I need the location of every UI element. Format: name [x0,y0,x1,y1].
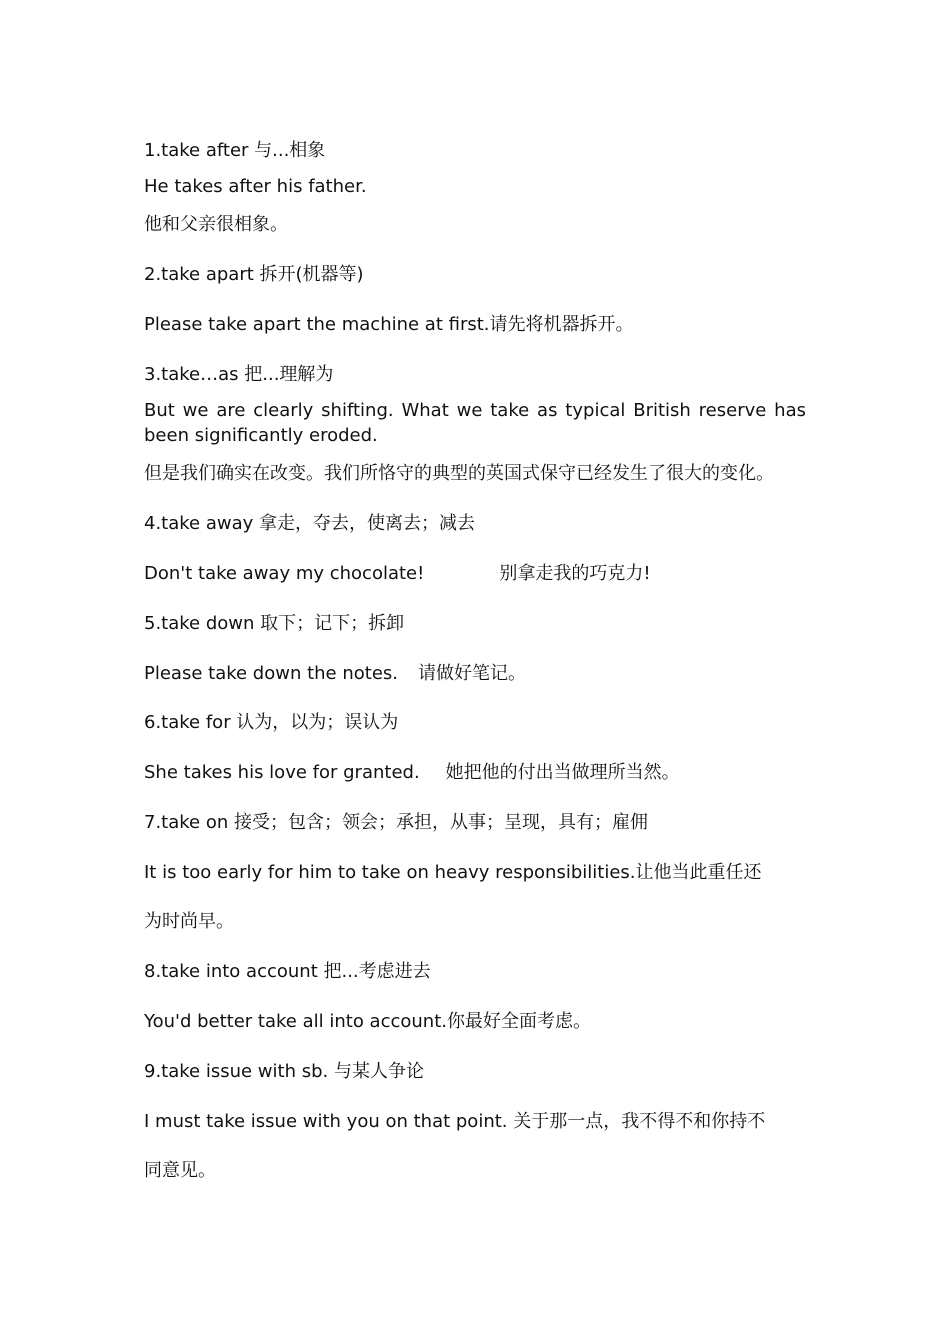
example-line [144,561,806,586]
example-chinese: 别拿走我的巧克力! [499,563,651,584]
entry-heading: 9.take issue with sb. 与某人争论 [144,1061,424,1082]
entry-heading: 5.take down 取下；记下；拆卸 [144,613,405,634]
example-chinese-continued: 同意见。 [144,1160,216,1181]
example-english: It is too early for him to take on heavy responsibilities. [144,862,636,883]
example-chinese: 请先将机器拆开。 [489,314,634,335]
example-line [144,860,806,885]
example-line [144,661,806,686]
entry-heading: 4.take away 拿走，夺去，使离去；减去 [144,513,475,534]
example-line [144,312,806,337]
entry-heading: 8.take into account 把...考虑进去 [144,961,431,982]
example-english: Please take apart the machine at first. [144,314,490,335]
example-chinese: 她把他的付出当做理所当然。 [445,762,680,783]
example-english: You'd better take all into account. [144,1011,447,1032]
entry-heading: 1.take after 与...相象 [144,140,326,161]
example-english: He takes after his father. [144,176,367,197]
example-english: Please take down the notes. [144,663,399,684]
example-chinese-continued: 为时尚早。 [144,911,234,932]
example-english: But we are clearly shifting. What we take as typical British reserve has been significantly eroded. [144,400,806,446]
entry-heading: 6.take for 认为，以为；误认为 [144,712,399,733]
example-chinese: 他和父亲很相象。 [144,214,288,235]
example-chinese: 让他当此重任还 [635,862,762,883]
entry-heading: 7.take on 接受；包含；领会；承担，从事；呈现，具有；雇佣 [144,812,648,833]
entry-heading: 3.take…as 把...理解为 [144,364,334,385]
example-english: Don't take away my chocolate! [144,563,425,584]
example-line [144,1109,806,1134]
example-line [144,1009,806,1034]
example-chinese: 关于那一点，我不得不和你持不 [507,1111,766,1132]
example-line [144,760,806,785]
example-chinese: 但是我们确实在改变。我们所恪守的典型的英国式保守已经发生了很大的变化。 [144,463,774,484]
example-english: I must take issue with you on that point. [144,1111,508,1132]
entry-heading: 2.take apart 拆开(机器等) [144,264,364,285]
example-chinese: 你最好全面考虑。 [447,1011,591,1032]
example-chinese: 请做好笔记。 [418,663,527,684]
example-english: She takes his love for granted. [144,762,420,783]
